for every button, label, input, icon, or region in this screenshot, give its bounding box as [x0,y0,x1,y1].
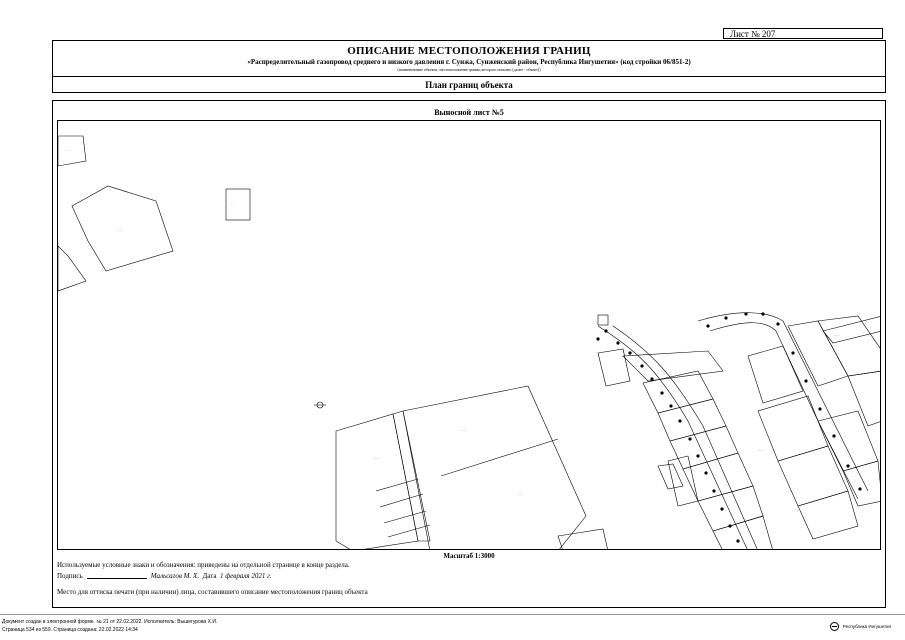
document-title: ОПИСАНИЕ МЕСТОПОЛОЖЕНИЯ ГРАНИЦ [347,45,591,57]
parcel-mid-1 [336,414,418,550]
parcel-right-19 [823,316,881,343]
parcel-right-5 [670,426,738,469]
parcel-marker [598,315,608,325]
parcel-top-left [58,136,86,166]
svg-text:···: ··· [230,202,233,206]
footer-divider [0,614,905,615]
svg-text:·····: ····· [518,492,523,496]
stamp-place-note: Место для оттиска печати (при наличии) лица, составившего описание местоположения границ объекта [57,588,368,596]
parcel-labels [64,148,840,496]
sheet-title: Выносной лист №5 [434,108,504,117]
footer-logo-text: Республика Ингушетия [842,624,891,629]
svg-text:·······: ······· [373,456,380,460]
parcel-right-4 [658,399,726,441]
gas-route-2 [698,313,868,491]
boundary-line [380,494,423,507]
parcel-right-15 [798,491,858,539]
signature-line [87,578,147,579]
signature-label: Подпись [57,572,83,580]
boundary-points [596,312,861,542]
legend-note: Используемые условные знаки и обозначения: приведены на отдельной странице в конце раздела. [57,561,350,569]
svg-text:·······: ······· [758,448,765,452]
footer-line-2: Страница 534 из 559. Страница создана: 22.02.2022 14:34 [2,627,138,633]
boundary-line [376,479,418,491]
signature-row [57,572,272,580]
parcel-right-8 [668,456,698,506]
sheet-number: Лист № 207 [723,28,883,39]
header-block [52,40,886,93]
cadastral-map [57,120,881,550]
plan-sheet [52,100,886,608]
parcel-right-16 [748,346,803,403]
parcel-right-7 [698,486,763,531]
parcel-right-12 [848,371,881,426]
parcel-right-18 [843,461,881,506]
object-note: (наименование объекта, местоположение границ которого описано (далее - объект)) [397,67,541,72]
parcel-right-14 [778,446,848,506]
parcel-mid-2 [403,386,586,550]
svg-text:·· ····: ·· ···· [64,148,71,152]
svg-text:·······: ······· [833,333,840,337]
signature-date: 1 февраля 2021 г. [219,572,272,580]
parcel-right-13 [758,396,828,461]
map-scale: Масштаб 1:3000 [443,552,495,560]
survey-marker-icon [314,402,326,408]
parcel-right-20 [658,464,683,489]
svg-text:·······: ······· [658,363,665,367]
signatory-name: Мальсагов М. Х. [150,572,199,580]
boundary-line [384,511,426,523]
boundary-line [441,439,558,476]
parcel-edge-left [58,246,86,291]
parcel-right-9 [713,516,773,550]
footer-line-1: Документ создан в электронной форме. № 21 от 22.02.2022. Исполнитель: Вышегурова Х.И. [2,619,218,625]
gas-route-1b [613,326,758,550]
map-drawing [58,121,881,550]
svg-text:·······: ······· [460,428,467,432]
gas-route-2b [710,323,858,499]
emblem-icon [830,622,839,631]
parcel-right-2 [598,349,630,386]
parcel-right-11 [818,316,881,376]
date-label: Дата [202,572,217,580]
parcel-mid-3 [558,529,608,550]
svg-text:·· ····: ·· ···· [116,228,123,232]
object-name: «Распределительный газопровод среднего и низкого давления г. Сунжа, Сунженский район, Республика Ингушетия» (код стройки 06/851-2) [247,58,691,66]
gas-route-1 [598,326,748,550]
plan-title: План границ объекта [53,76,885,93]
footer-logo [830,622,891,631]
parcel-right-17 [818,411,878,471]
boundary-line [388,525,430,537]
